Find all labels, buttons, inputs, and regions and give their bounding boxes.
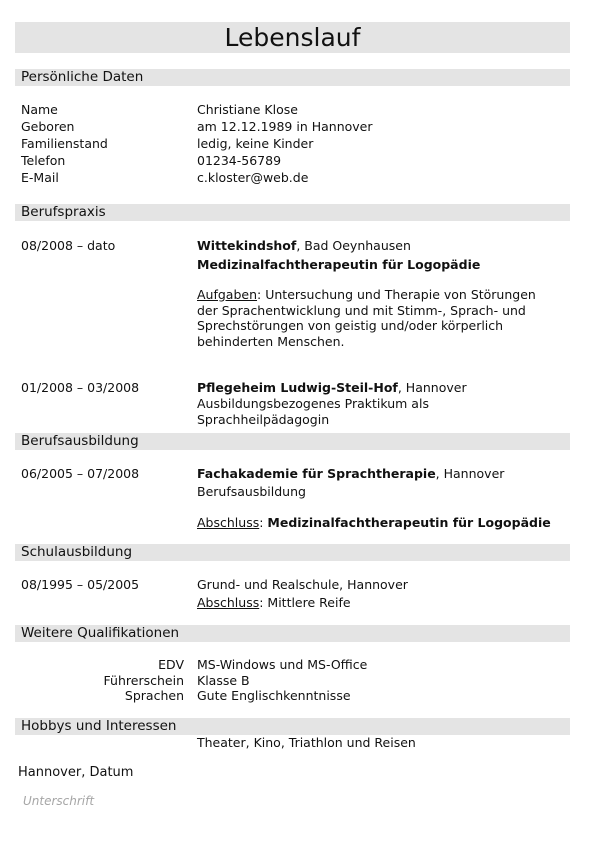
section-heading-school: Schulausbildung: [15, 544, 570, 561]
page-title: Lebenslauf: [15, 22, 570, 53]
personal-row-born: [15, 119, 570, 135]
qualification-value: Klasse B: [197, 672, 250, 688]
qualification-value: Gute Englischkenntnisse: [197, 688, 351, 703]
signature-placeholder: Unterschrift: [23, 793, 95, 808]
job-description: Ausbildungsbezogenes Praktikum als Sprachheilpädagogin: [197, 396, 429, 427]
experience-entry: [15, 238, 570, 349]
employer-place: , Hannover: [397, 380, 467, 395]
experience-details: [197, 380, 570, 427]
section-heading-vocational: Berufsausbildung: [15, 433, 570, 450]
personal-value: Christiane Klose: [197, 102, 298, 117]
experience-entry: [15, 380, 570, 427]
tasks-label: Aufgaben: [197, 287, 258, 302]
qualification-row: [15, 673, 570, 689]
job-tasks: [197, 287, 570, 349]
section-heading-qualifications: Weitere Qualifikationen: [15, 625, 570, 642]
section-heading-hobbies: Hobbys und Interessen: [15, 718, 570, 735]
personal-data-list: [15, 102, 570, 186]
cv-page: [15, 22, 570, 808]
vocational-type: Berufsausbildung: [197, 484, 306, 499]
personal-row-name: [15, 102, 570, 118]
section-heading-personal: Persönliche Daten: [15, 69, 570, 86]
hobbies-spacer: [15, 735, 197, 751]
personal-label: Familienstand: [21, 136, 108, 151]
qualification-label: Führerschein: [103, 672, 184, 688]
vocational-details: [197, 466, 570, 531]
hobbies-row: [15, 735, 570, 751]
school-entry: [15, 577, 570, 611]
degree-label: Abschluss: [197, 515, 260, 530]
section-heading-experience: Berufspraxis: [15, 204, 570, 221]
personal-row-phone: [15, 153, 570, 169]
personal-value: am 12.12.1989 in Hannover: [197, 119, 373, 134]
vocational-entry: [15, 466, 570, 531]
qualification-row: [15, 657, 570, 673]
personal-row-status: [15, 136, 570, 152]
personal-value: ledig, keine Kinder: [197, 136, 314, 151]
employer-name: Wittekindshof: [197, 238, 297, 253]
qualification-label: EDV: [158, 657, 184, 672]
qualifications-list: [15, 657, 570, 704]
experience-period: 01/2008 – 03/2008: [21, 380, 140, 395]
job-position: Medizinalfachtherapeutin für Logopädie: [197, 257, 481, 272]
school-period: 08/1995 – 05/2005: [21, 577, 140, 592]
personal-value: 01234-56789: [197, 153, 282, 168]
qualification-label: Sprachen: [124, 688, 184, 703]
employer-name: Pflegeheim Ludwig-Steil-Hof: [197, 380, 398, 395]
personal-label: Geboren: [21, 119, 75, 134]
qualification-value: MS-Windows und MS-Office: [197, 657, 368, 672]
employer-place: , Bad Oeynhausen: [296, 238, 411, 253]
personal-label: Telefon: [21, 153, 66, 168]
email-value: c.kloster@web.de: [197, 170, 309, 185]
degree-value: : Mittlere Reife: [259, 595, 351, 610]
tasks-text: : Untersuchung und Therapie von Störungen der Sprachentwicklung und mit Stimm-, Sprach- und Sprechstörungen von geistig und/oder körperlich behinderten Menschen.: [197, 287, 536, 349]
experience-details: [197, 238, 570, 349]
personal-label: Name: [21, 102, 58, 117]
experience-period: 08/2008 – dato: [21, 238, 116, 253]
qualification-row: [15, 688, 570, 704]
personal-label: E-Mail: [21, 170, 59, 185]
vocational-degree: [197, 515, 570, 531]
personal-row-email: [15, 170, 570, 186]
hobbies-value: Theater, Kino, Triathlon und Reisen: [197, 734, 416, 750]
degree-separator: :: [259, 515, 268, 530]
vocational-period: 06/2005 – 07/2008: [21, 466, 140, 481]
degree-label: Abschluss: [197, 595, 260, 610]
academy-name: Fachakademie für Sprachtherapie: [197, 466, 436, 481]
school-degree: [197, 595, 570, 611]
place-date: Hannover, Datum: [18, 764, 134, 780]
degree-value: Medizinalfachtherapeutin für Logopädie: [267, 515, 551, 530]
academy-place: , Hannover: [435, 466, 505, 481]
school-details: [197, 577, 570, 611]
school-name: Grund- und Realschule, Hannover: [197, 577, 408, 592]
